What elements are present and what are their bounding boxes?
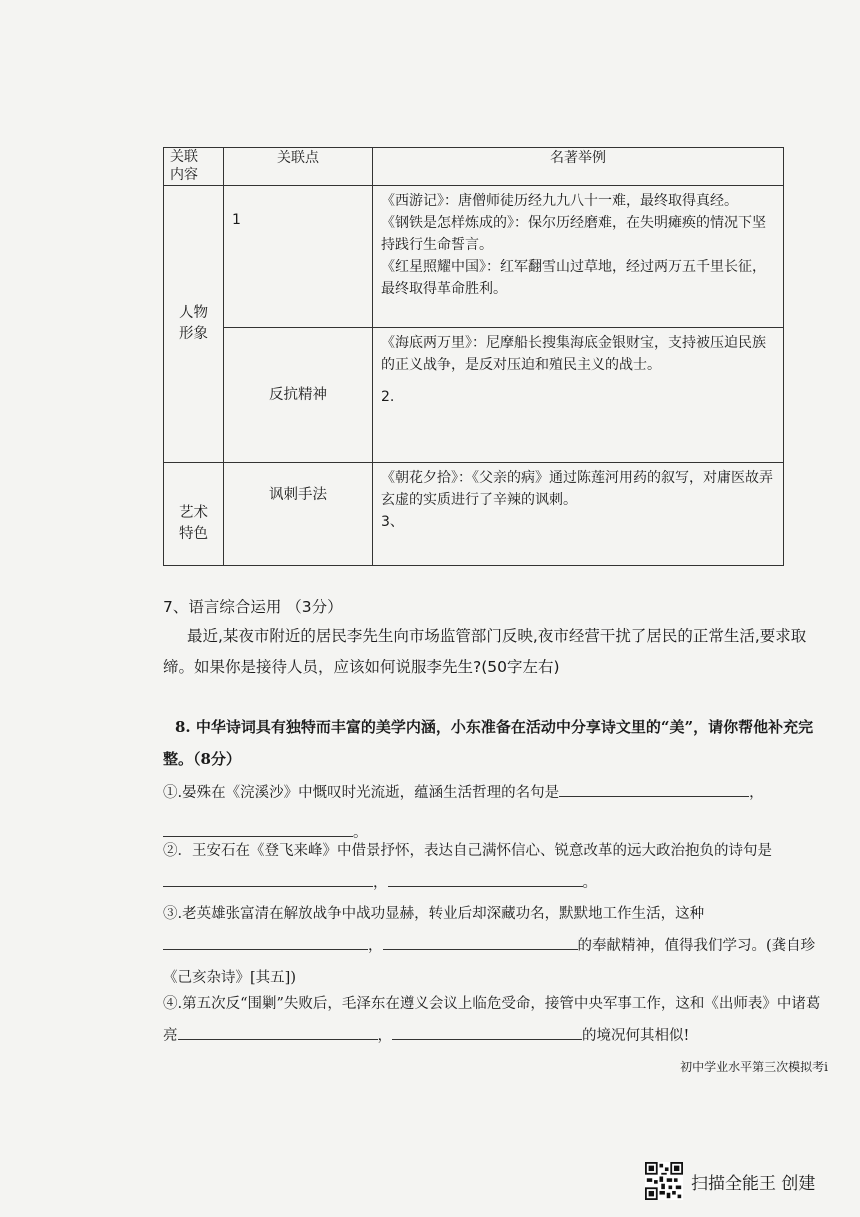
example-line: 《西游记》：唐僧师徒历经九九八十一难，最终取得真经。 <box>381 193 738 209</box>
header-examples: 名著举例 <box>373 148 784 186</box>
q8-item2-text: ②．王安石在《登飞来峰》中借景抒怀，表达自己满怀信心、锐意改革的远大政治抱负的诗句是 <box>163 843 772 859</box>
answer-blank[interactable] <box>383 935 578 950</box>
q8-item2-comma: ， <box>373 875 388 891</box>
point-1: 1 <box>224 186 373 328</box>
answer-blank[interactable] <box>559 782 749 797</box>
q8-item2-end: 。 <box>582 875 597 891</box>
header-related-content: 关联 内容 <box>164 148 224 186</box>
q8-item4-text: ④.第五次反“围剿”失败后，毛泽东在遵义会议上临危受命，接管中央军事工作，这和《出师表》中诸葛亮 <box>163 996 821 1044</box>
header-related-point: 关联点 <box>224 148 373 186</box>
table-row <box>164 186 784 328</box>
q8-intro: 8. 中华诗词具有独特而丰富的美学内涵，小东准备在活动中分享诗文里的“美”，请你帮他补充完整。（8分） <box>163 718 814 768</box>
example-blank-3: 3、 <box>381 514 404 530</box>
q8-item1-comma: ， <box>749 785 764 801</box>
qr-code-icon <box>645 1162 683 1200</box>
q8-item3-comma: ， <box>368 938 383 954</box>
q7-title: 7、语言综合运用 （3分） <box>163 598 343 616</box>
q8-item-2 <box>163 835 823 899</box>
watermark-text: 扫描全能王 创建 <box>691 1173 816 1194</box>
answer-blank[interactable] <box>178 1025 378 1040</box>
examples-2 <box>373 328 784 463</box>
q8-item1-text: ①.晏殊在《浣溪沙》中慨叹时光流逝，蕴涵生活哲理的名句是 <box>163 785 560 801</box>
examples-3 <box>373 463 784 566</box>
q8-item-3 <box>163 898 823 994</box>
answer-blank[interactable] <box>163 872 373 887</box>
reference-table <box>163 147 784 566</box>
example-line: 《红星照耀中国》：红军翻雪山过草地，经过两万五千里长征，最终取得革命胜利。 <box>381 259 766 297</box>
q8-item4-comma: ， <box>377 1028 392 1044</box>
examples-1 <box>373 186 784 328</box>
answer-blank[interactable] <box>392 1025 582 1040</box>
example-blank-2: 2. <box>381 389 395 405</box>
q7-body: 最近,某夜市附近的居民李先生向市场监管部门反映,夜市经营干扰了居民的正常生活,要求取缔。如果你是接待人员，应该如何说服李先生?(50字左右) <box>163 627 807 676</box>
answer-blank[interactable] <box>388 872 583 887</box>
table-header-row <box>164 148 784 186</box>
example-line: 《钢铁是怎样炼成的》：保尔历经磨难，在失明瘫痪的情况下坚持践行生命誓言。 <box>381 215 766 253</box>
table-row <box>164 463 784 566</box>
example-line: 《朝花夕拾》：《父亲的病》通过陈莲河用药的叙写，对庸医故弄玄虚的实质进行了辛辣的讽刺。 <box>381 470 773 508</box>
q8-item4-tail: 的境况何其相似! <box>582 1028 690 1044</box>
q8-item-4 <box>163 988 823 1052</box>
q8-item1-end: 。 <box>353 825 368 841</box>
q8-item3-tail: 的奉献精神，值得我们学习。(龚自珍《己亥杂诗》[其五]) <box>163 938 816 986</box>
scanner-watermark <box>645 1162 815 1200</box>
example-line: 《海底两万里》：尼摩船长搜集海底金银财宝，支持被压迫民族的正义战争，是反对压迫和殖民主义的战士。 <box>381 335 766 373</box>
group-character-image: 人物 形象 <box>164 186 224 463</box>
q8-item3-text: ③.老英雄张富清在解放战争中战功显赫，转业后却深藏功名，默默地工作生活，这种 <box>163 906 705 922</box>
table-row <box>164 328 784 463</box>
point-resistance: 反抗精神 <box>224 328 373 463</box>
answer-blank[interactable] <box>163 935 368 950</box>
group-art-features: 艺术 特色 <box>164 463 224 566</box>
point-satire: 讽刺手法 <box>224 463 373 566</box>
page-footer: 初中学业水平第三次模拟考i <box>680 1060 828 1074</box>
